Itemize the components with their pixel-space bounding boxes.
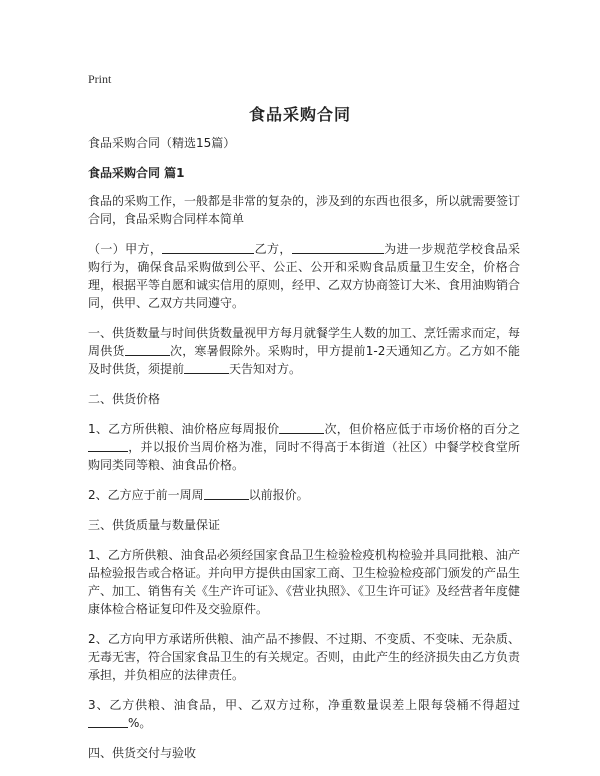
weight-text-2: %。	[128, 716, 152, 730]
print-link[interactable]: Print	[88, 72, 112, 86]
party-a-label: （一）甲方，	[88, 242, 163, 256]
supply-text-3: 天告知对方。	[229, 362, 302, 376]
page-title: 食品采购合同	[248, 105, 351, 124]
quality-clause-1: 1、乙方所供粮、油食品必须经国家食品卫生检验检疫机构检验并具同批粮、油产品检验报告或合格证。并向甲方提供由国家工商、卫生检验检疫部门颁发的产品生产、加工、销售有关《生产许可证》、《营业执照》、《卫生许可证》及经营者年度健康体检合格证复印件及交验原件。	[88, 548, 521, 616]
quote-times-blank	[279, 421, 324, 434]
quote-day-text-1: 2、乙方应于前一周周	[88, 488, 204, 502]
weight-text-1: 3、乙方供粮、油食品，甲、乙双方过称，净重数量误差上限每袋桶不得超过	[88, 698, 520, 712]
document-body	[88, 134, 520, 774]
price-text-1: 1、乙方所供粮、油价格应每周报价	[88, 422, 280, 436]
document-subtitle: 食品采购合同（精选15篇）	[88, 136, 236, 150]
quote-day-blank	[204, 487, 249, 500]
party-a-blank	[162, 241, 254, 254]
price-clause-2	[88, 486, 520, 504]
parties-text: 为进一步规范学校食品采购行为，确保食品采购做到公平、公正、公开和采购食品质量卫生安全，价格合理，根据平等自愿和诚实信用的原则，经甲、乙双方协商签订大米、食用油购销合同，供甲、乙双方共同遵守。	[88, 242, 521, 310]
price-clause-1	[88, 420, 520, 474]
percent-blank	[88, 439, 128, 452]
supply-quantity-paragraph	[88, 324, 520, 378]
party-b-label: 乙方，	[254, 242, 292, 256]
quality-clause-3	[88, 696, 520, 732]
price-heading: 二、供货价格	[88, 392, 161, 406]
price-text-3: ，并以报价当周价格为准，同时不得高于本街道（社区）中餐学校食堂所购同类同等粮、油食品价格。	[88, 440, 520, 472]
price-text-2: 次，但价格应低于市场价格的百分之	[324, 422, 520, 436]
weekly-times-blank	[125, 343, 170, 356]
quality-clause-2: 2、乙方向甲方承诺所供粮、油产品不掺假、不过期、不变质、不变味、无杂质、无毒无害，符合国家食品卫生的有关规定。否则，由此产生的经济损失由乙方负责承担，并负相应的法律责任。	[88, 632, 521, 682]
supply-text-1: 一、供货数量与时间供货数量视甲方每月就餐学生人数的加工、烹饪需求而定，每周供货	[88, 326, 521, 358]
parties-paragraph	[88, 240, 520, 312]
delivery-heading: 四、供货交付与验收	[88, 746, 197, 760]
quote-day-text-2: 以前报价。	[248, 488, 309, 502]
quality-heading: 三、供货质量与数量保证	[88, 518, 221, 532]
supply-text-2: 次，寒暑假除外。采购时，甲方提前1-2天通知乙方。乙方如不能及时供货，须提前	[88, 344, 520, 376]
intro-paragraph: 食品的采购工作，一般都是非常的复杂的，涉及到的东西也很多，所以就需要签订合同，食品采购合同样本简单	[88, 194, 521, 226]
weight-percent-blank	[88, 715, 128, 728]
party-b-blank	[292, 241, 384, 254]
section-heading: 食品采购合同 篇1	[88, 166, 185, 180]
notice-days-blank	[184, 361, 229, 374]
